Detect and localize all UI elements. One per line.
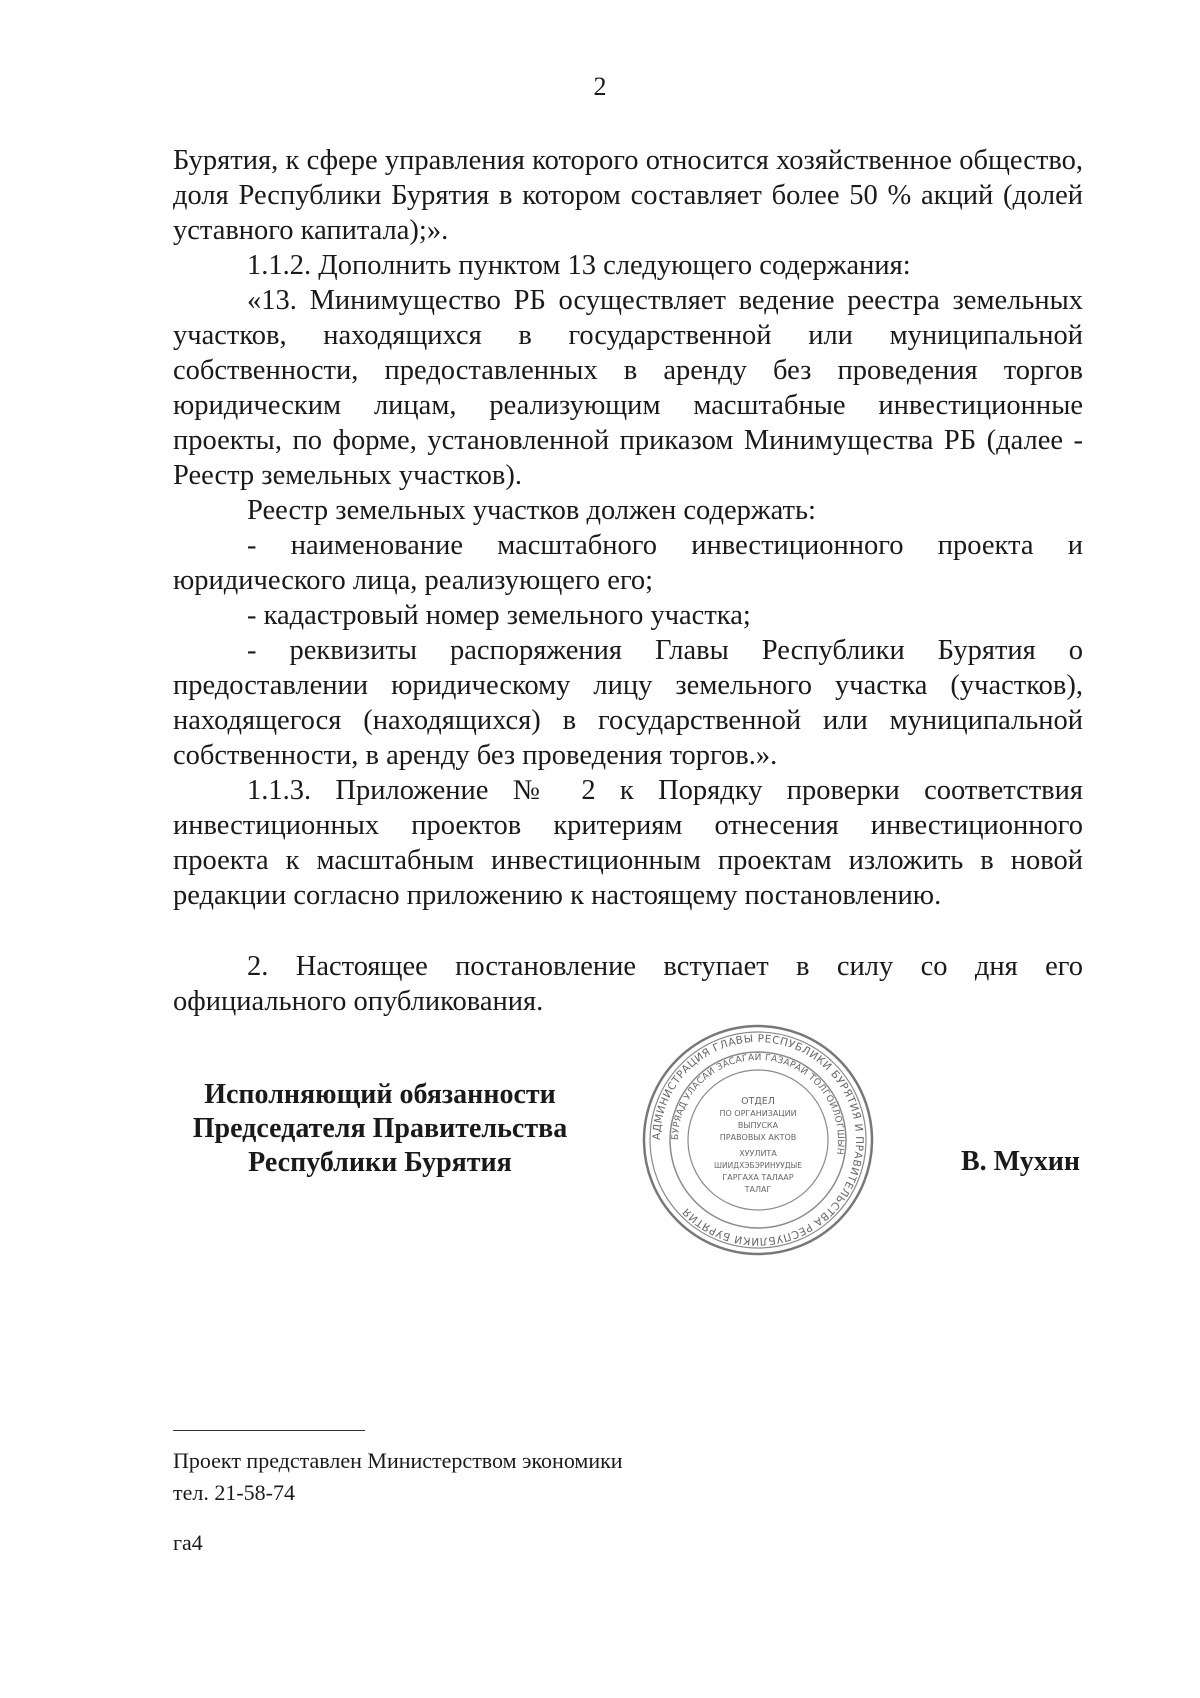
paragraph-registry-contents: Реестр земельных участков должен содержать: xyxy=(247,495,816,526)
stamp-center-line: ГАРГАХА ТАЛААР xyxy=(722,1173,794,1182)
paragraph-1-1-2: 1.1.2. Дополнить пунктом 13 следующего содержания: xyxy=(247,250,911,281)
list-item-cadastral-number: - кадастровый номер земельного участка; xyxy=(247,600,751,631)
list-item-project-name: - наименование масштабного инвестиционного проекта и юридического лица, реализующего его; xyxy=(173,530,1083,596)
paragraph-2-effective-date: 2. Настоящее постановление вступает в силу со дня его официального опубликования. xyxy=(173,951,1083,1017)
paragraph-item-13: «13. Минимущество РБ осуществляет ведение реестра земельных участков, находящихся в государственной или муниципальной собственности, предоставленных в аренду без проведения торгов юридическим лицам, реализующим масштабные инвестиционные проекты, по форме, установленной приказом Минимущества РБ (далее - Реестр земельных участков). xyxy=(173,285,1083,491)
footnote-presented-by: Проект представлен Министерством экономики xyxy=(173,1448,623,1473)
stamp-center-line: ОТДЕЛ xyxy=(741,1096,775,1107)
stamp-center-line: ПРАВОВЫХ АКТОВ xyxy=(719,1133,797,1142)
stamp-center-line: ПО ОРГАНИЗАЦИИ xyxy=(719,1109,797,1118)
footnote-phone: тел. 21-58-74 xyxy=(173,1480,296,1505)
paragraph-continuation: Бурятия, к сфере управления которого относится хозяйственное общество, доля Республики Бурятия в котором составляет более 50 % акций (долей уставного капитала);». xyxy=(173,145,1083,246)
page-number: 2 xyxy=(593,72,607,101)
paragraph-1-1-3: 1.1.3. Приложение № 2 к Порядку проверки соответствия инвестиционных проектов критериям отнесения инвестиционного проекта к масштабным инвестиционным проектам изложить в новой редакции согласно приложению к настоящему постановлению. xyxy=(173,775,1083,911)
official-stamp xyxy=(640,1022,876,1258)
signatory-title-line: Исполняющий обязанности xyxy=(204,1079,556,1110)
signatory-title xyxy=(170,1078,590,1180)
signatory-title-line: Председателя Правительства xyxy=(192,1113,568,1144)
footnote-divider xyxy=(173,1430,365,1431)
signatory-name: В. Мухин xyxy=(961,1146,1080,1177)
list-item-order-details: - реквизиты распоряжения Главы Республики Бурятия о предоставлении юридическому лицу земельного участка (участков), находящегося (находящихся) в государственной или муниципальной собственности, в аренду без проведения торгов.». xyxy=(173,635,1083,771)
footnote xyxy=(173,1445,623,1509)
stamp-center-line: ВЫПУСКА xyxy=(737,1121,779,1130)
signatory-title-line: Республики Бурятия xyxy=(248,1147,512,1178)
stamp-outer-text: АДМИНИСТРАЦИЯ ГЛАВЫ РЕСПУБЛИКИ БУРЯТИЯ И ПРАВИТЕЛЬСТВА РЕСПУБЛИКИ БУРЯТИЯ xyxy=(650,1032,866,1248)
stamp-center-line: ШИИДХЭБЭРИНУУДЫЕ xyxy=(714,1161,802,1170)
stamp-inner-ring-text: БУРЯАД УЛАСАЙ ЗАСАГАЙ ГАЗАРАЙ ТОЛГОЙЛОГШЫН xyxy=(670,1052,846,1156)
stamp-center-line: ТАЛАГ xyxy=(744,1185,772,1194)
document-code: га4 xyxy=(173,1530,203,1555)
document-body xyxy=(173,143,1083,1019)
stamp-center-line: ХУУЛИТА xyxy=(739,1149,777,1158)
